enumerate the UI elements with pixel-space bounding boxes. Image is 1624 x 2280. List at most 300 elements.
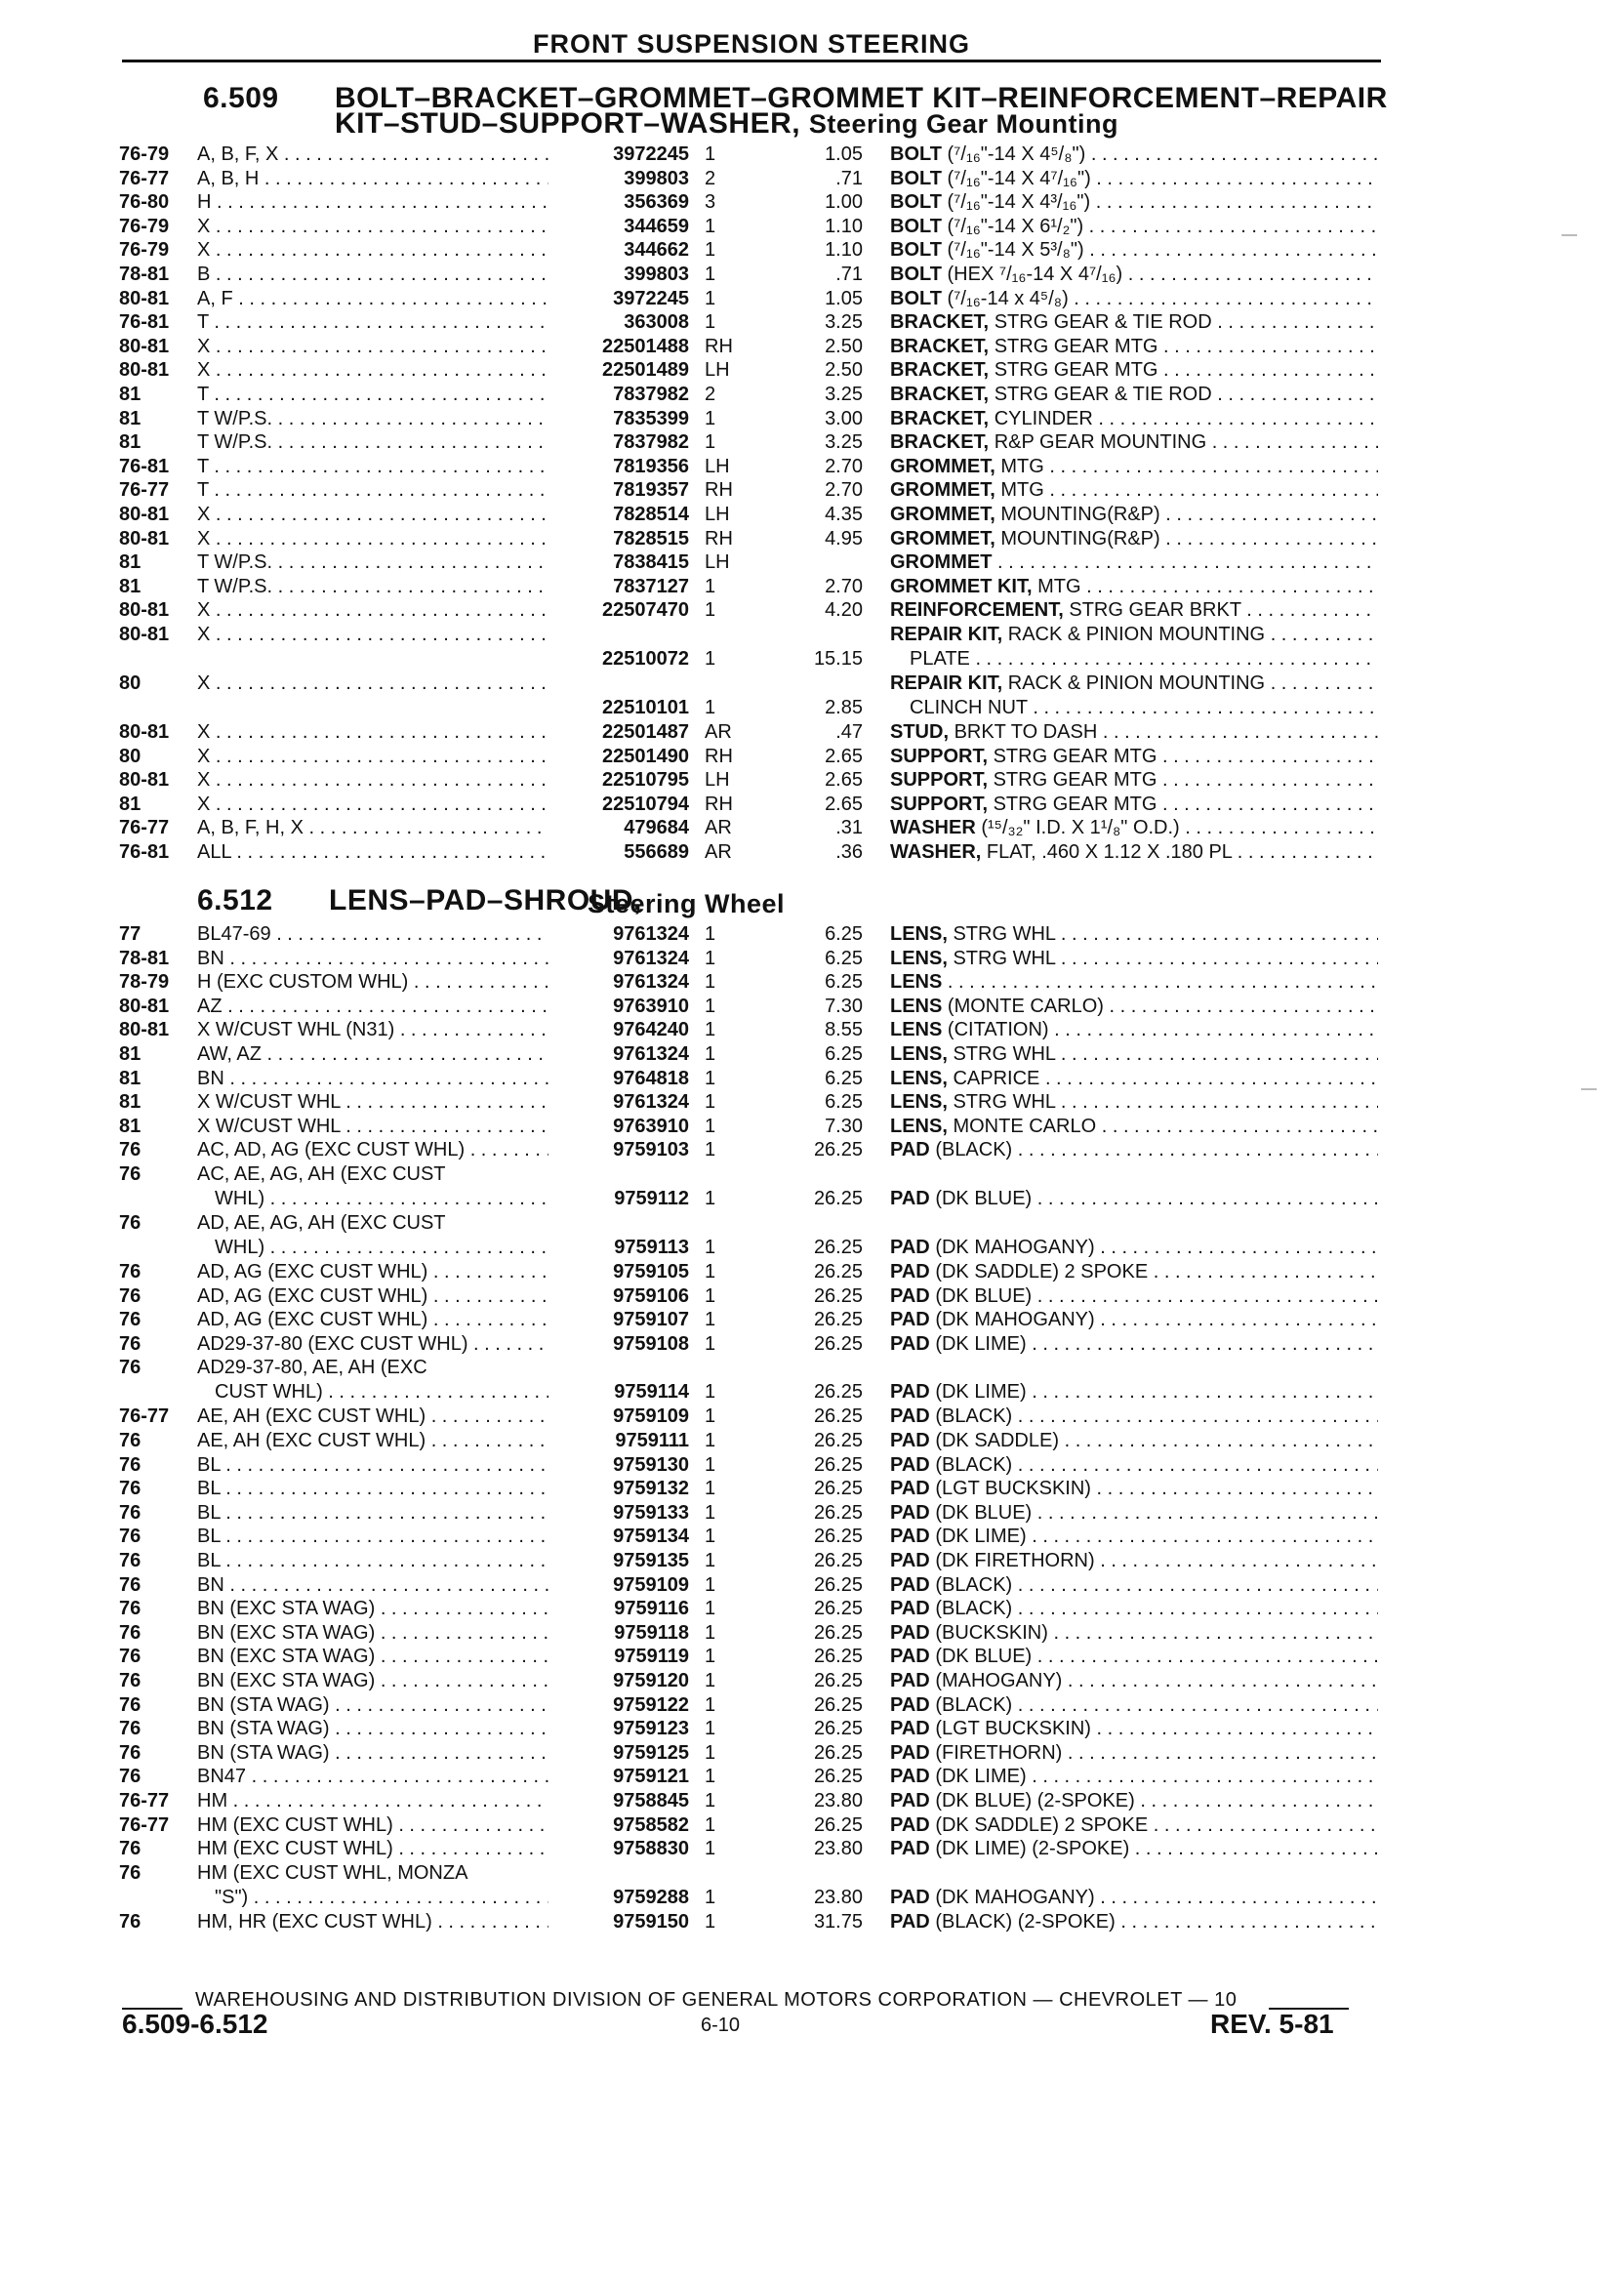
description-detail: (LGT BUCKSKIN) xyxy=(935,1478,1091,1500)
price: 1.05 xyxy=(825,287,863,309)
table-row xyxy=(0,1453,1624,1478)
models-cell xyxy=(197,1741,548,1766)
description-detail: (⁷/₁₆"-14 X 4⁵/₈") xyxy=(947,143,1086,165)
leader-dots xyxy=(267,1043,549,1065)
description-name: REINFORCEMENT, xyxy=(890,599,1064,622)
quantity: RH xyxy=(705,479,733,502)
description-cell xyxy=(890,238,1378,263)
leader-dots xyxy=(1061,1043,1378,1065)
leader-dots xyxy=(225,1502,548,1524)
price: 4.35 xyxy=(825,504,863,525)
description-line xyxy=(890,478,1378,503)
description-cell xyxy=(890,287,1378,311)
model-years: 80-81 xyxy=(119,359,170,382)
models-cell xyxy=(197,167,548,191)
leader-dots xyxy=(225,1550,548,1571)
model-years: 81 xyxy=(119,1091,142,1114)
table-row xyxy=(0,1910,1624,1934)
part-number: 9758582 xyxy=(613,1813,689,1836)
models-text: X xyxy=(197,745,211,767)
description-name: PAD xyxy=(890,1766,930,1788)
models-text-line xyxy=(197,995,548,1019)
leader-dots xyxy=(1162,746,1378,767)
part-number: 9761324 xyxy=(613,1091,689,1114)
models-text-line xyxy=(197,550,548,575)
description-detail-2: PLATE xyxy=(910,648,970,670)
description-name: PAD xyxy=(890,1478,930,1500)
leader-dots xyxy=(1103,721,1378,743)
description-name: PAD xyxy=(890,1526,930,1548)
description-name: LENS, xyxy=(890,923,948,945)
model-years: 76 xyxy=(119,1139,142,1161)
models-cell xyxy=(197,672,548,696)
description-line xyxy=(890,1573,1378,1598)
description-detail: (DK BLUE) xyxy=(935,1501,1033,1524)
table-row xyxy=(0,1573,1624,1598)
table-row xyxy=(0,190,1624,215)
models-cell xyxy=(197,407,548,431)
quantity: 2 xyxy=(705,167,716,189)
models-text: X W/CUST WHL xyxy=(197,1115,341,1137)
models-cell xyxy=(197,720,548,745)
description-cell xyxy=(890,1042,1378,1067)
description-name: SUPPORT, xyxy=(890,769,989,792)
models-text: HM xyxy=(197,1790,228,1812)
models-text-2: WHL) xyxy=(215,1188,265,1209)
model-years: 80-81 xyxy=(119,287,170,309)
leader-dots xyxy=(1068,1670,1378,1691)
model-years: 76 xyxy=(119,1861,142,1884)
models-text: HM (EXC CUST WHL) xyxy=(197,1813,393,1836)
description-line xyxy=(890,1837,1378,1861)
price: 23.80 xyxy=(813,1886,863,1908)
models-text-line xyxy=(197,287,548,311)
description-line xyxy=(890,1621,1378,1646)
description-detail: STRG GEAR & TIE ROD xyxy=(994,384,1212,405)
price: 4.95 xyxy=(825,527,863,550)
part-number: 9759109 xyxy=(613,1405,689,1428)
models-cell xyxy=(197,503,548,527)
page-title: FRONT SUSPENSION STEERING xyxy=(532,29,971,59)
description-cell xyxy=(890,1138,1378,1162)
description-line xyxy=(890,1789,1378,1813)
table-row xyxy=(0,1308,1624,1332)
table-row xyxy=(0,1429,1624,1453)
models-text-line xyxy=(197,575,548,599)
description-name: PAD xyxy=(890,1261,930,1282)
description-cell xyxy=(890,167,1378,191)
leader-dots xyxy=(1154,1261,1378,1282)
models-text: T xyxy=(197,455,209,477)
leader-dots xyxy=(1098,408,1378,429)
models-cell xyxy=(197,1549,548,1573)
leader-dots xyxy=(216,721,548,743)
leader-dots xyxy=(216,528,548,550)
quantity: 1 xyxy=(705,1621,716,1644)
leader-dots xyxy=(470,1139,548,1160)
table-row xyxy=(0,335,1624,359)
description-name: STUD, xyxy=(890,721,949,743)
model-years: 76 xyxy=(119,1212,142,1234)
description-detail: (BLACK) xyxy=(935,1139,1013,1161)
description-cell xyxy=(890,1187,1378,1211)
description-cell xyxy=(890,478,1378,503)
price: .36 xyxy=(835,841,863,863)
model-years: 76 xyxy=(119,1163,142,1185)
description-cell xyxy=(890,358,1378,383)
leader-dots xyxy=(381,1670,548,1691)
description-name: PAD xyxy=(890,1838,930,1860)
price: 2.65 xyxy=(825,793,863,815)
description-line xyxy=(890,970,1378,995)
quantity: 1 xyxy=(705,1693,716,1716)
table-row xyxy=(0,816,1624,840)
quantity: 1 xyxy=(705,1501,716,1524)
description-cell xyxy=(890,1693,1378,1718)
model-years: 78-81 xyxy=(119,264,170,285)
description-line xyxy=(890,793,1378,817)
quantity: 1 xyxy=(705,995,716,1017)
description-cell xyxy=(890,1380,1378,1405)
leader-dots xyxy=(414,971,548,993)
description-cell xyxy=(890,672,1378,720)
models-text-line xyxy=(197,1501,548,1526)
price: 2.50 xyxy=(825,335,863,357)
models-cell xyxy=(197,1162,548,1211)
part-number: 9759121 xyxy=(613,1766,689,1788)
price: 7.30 xyxy=(825,1115,863,1137)
model-years: 76-81 xyxy=(119,841,170,863)
table-row xyxy=(0,1138,1624,1162)
leader-dots xyxy=(1037,1188,1378,1209)
part-number: 363008 xyxy=(624,311,689,334)
leader-dots xyxy=(1165,504,1378,525)
description-cell xyxy=(890,1477,1378,1501)
quantity: 2 xyxy=(705,384,716,405)
table-row xyxy=(0,1067,1624,1091)
quantity: LH xyxy=(705,551,730,574)
description-cell xyxy=(890,1501,1378,1526)
description-name: PAD xyxy=(890,1309,930,1331)
table-row xyxy=(0,1717,1624,1741)
leader-dots xyxy=(278,576,548,597)
models-text-line xyxy=(197,1308,548,1332)
price: 26.25 xyxy=(813,1741,863,1764)
models-text: X xyxy=(197,624,211,645)
table-row xyxy=(0,1669,1624,1693)
model-years: 76-80 xyxy=(119,191,170,214)
part-number: 9761324 xyxy=(613,1043,689,1065)
description-cell xyxy=(890,1717,1378,1741)
description-name: SUPPORT, xyxy=(890,793,989,815)
models-text-line xyxy=(197,455,548,479)
model-years: 81 xyxy=(119,1115,142,1137)
model-years: 76-77 xyxy=(119,167,170,189)
description-cell xyxy=(890,1405,1378,1429)
description-name: PAD xyxy=(890,1910,930,1933)
model-years: 80 xyxy=(119,745,142,767)
leader-dots xyxy=(1120,1911,1378,1933)
leader-dots xyxy=(1135,1838,1378,1859)
description-name: LENS, xyxy=(890,947,948,969)
footer-publisher: WAREHOUSING AND DISTRIBUTION DIVISION OF GENERAL MOTORS CORPORATION — CHEVROLET — 10 xyxy=(195,1989,1238,2011)
description-line xyxy=(890,623,1378,647)
table-row xyxy=(0,503,1624,527)
models-text: BL xyxy=(197,1550,221,1571)
quantity: 1 xyxy=(705,1405,716,1428)
table-row xyxy=(0,840,1624,865)
description-name: GROMMET, xyxy=(890,527,995,550)
model-years: 76-81 xyxy=(119,455,170,477)
models-cell xyxy=(197,1861,548,1910)
table-row xyxy=(0,1621,1624,1646)
model-years: 78-81 xyxy=(119,947,170,969)
table-row xyxy=(0,142,1624,167)
description-detail-2: CLINCH NUT xyxy=(910,697,1028,718)
leader-dots xyxy=(437,1911,548,1933)
models-text: T xyxy=(197,479,209,502)
description-cell xyxy=(890,1621,1378,1646)
part-number: 9759120 xyxy=(613,1670,689,1691)
model-years: 76 xyxy=(119,1526,142,1548)
table-row xyxy=(0,478,1624,503)
leader-dots xyxy=(1162,794,1378,815)
leader-dots xyxy=(264,1188,548,1209)
models-cell xyxy=(197,1115,548,1139)
leader-dots xyxy=(1018,1694,1378,1716)
leader-dots xyxy=(1091,143,1378,165)
price: 26.25 xyxy=(813,1621,863,1644)
table-row xyxy=(0,947,1624,971)
table-row xyxy=(0,1405,1624,1429)
models-cell xyxy=(197,358,548,383)
description-cell xyxy=(890,768,1378,793)
part-number: 7838415 xyxy=(613,551,689,574)
models-text-line xyxy=(197,1789,548,1813)
models-text: HM (EXC CUST WHL, MONZA xyxy=(197,1861,468,1884)
quantity: LH xyxy=(705,359,730,382)
table-row xyxy=(0,1284,1624,1309)
description-name: PAD xyxy=(890,1284,930,1307)
leader-dots xyxy=(345,1091,548,1113)
quantity: 1 xyxy=(705,1261,716,1282)
part-number: 9764818 xyxy=(613,1067,689,1089)
models-text: T W/P.S. xyxy=(197,575,273,597)
description-detail: (DK SADDLE) 2 SPOKE xyxy=(935,1813,1149,1836)
description-line xyxy=(890,1597,1378,1621)
description-cell xyxy=(890,1645,1378,1669)
models-text-line xyxy=(197,1042,548,1067)
models-text: T W/P.S. xyxy=(197,407,273,429)
quantity: 1 xyxy=(705,1284,716,1307)
table-row xyxy=(0,263,1624,287)
model-years: 80 xyxy=(119,672,142,694)
models-text: AD29-37-80, AE, AH (EXC xyxy=(197,1357,427,1379)
description-line xyxy=(890,598,1378,623)
description-detail: (DK BLUE) (2-SPOKE) xyxy=(935,1790,1135,1812)
description-name: BOLT xyxy=(890,191,942,214)
table-row xyxy=(0,1645,1624,1669)
models-text-line xyxy=(197,1429,548,1453)
price: 26.25 xyxy=(813,1501,863,1524)
models-text: A, B, F, X xyxy=(197,143,279,165)
price: 26.25 xyxy=(813,1139,863,1161)
description-detail: STRG GEAR & TIE ROD xyxy=(994,311,1212,334)
part-number: 7837127 xyxy=(613,575,689,597)
description-cell xyxy=(890,455,1378,479)
model-years: 76 xyxy=(119,1838,142,1860)
table-row xyxy=(0,1693,1624,1718)
models-text-line xyxy=(197,623,548,647)
price: 2.50 xyxy=(825,359,863,382)
leader-dots xyxy=(278,408,548,429)
models-cell xyxy=(197,1405,548,1429)
models-text: X xyxy=(197,527,211,550)
quantity: 1 xyxy=(705,1453,716,1476)
leader-dots xyxy=(1097,1478,1378,1499)
description-name: LENS xyxy=(890,1019,943,1041)
price: 1.10 xyxy=(825,239,863,262)
models-cell xyxy=(197,238,548,263)
models-text-line xyxy=(197,527,548,551)
table-row xyxy=(0,167,1624,191)
quantity: 1 xyxy=(705,1550,716,1571)
leader-dots xyxy=(1033,697,1378,718)
model-years: 80-81 xyxy=(119,624,170,645)
description-detail: CYLINDER xyxy=(994,407,1093,429)
description-detail: (DK BLUE) xyxy=(935,1284,1033,1307)
price: .71 xyxy=(835,167,863,189)
leader-dots xyxy=(214,479,548,501)
models-text: HM, HR (EXC CUST WHL) xyxy=(197,1910,432,1933)
leader-dots xyxy=(216,336,548,357)
part-number: 399803 xyxy=(624,167,689,189)
description-line xyxy=(890,1693,1378,1718)
table-row xyxy=(0,768,1624,793)
models-text: AE, AH (EXC CUST WHL) xyxy=(197,1430,426,1451)
leader-dots xyxy=(1217,311,1378,333)
models-text-line xyxy=(197,430,548,455)
part-number: 7835399 xyxy=(613,407,689,429)
description-name: PAD xyxy=(890,1813,930,1836)
models-text-line xyxy=(197,1477,548,1501)
quantity: LH xyxy=(705,455,730,477)
model-years: 77 xyxy=(119,923,142,945)
models-text-line xyxy=(197,793,548,817)
part-number: 9759118 xyxy=(614,1621,689,1644)
description-cell xyxy=(890,1067,1378,1091)
models-text-line xyxy=(197,190,548,215)
model-years: 78-79 xyxy=(119,971,170,994)
description-cell xyxy=(890,1910,1378,1934)
description-line xyxy=(890,672,1378,696)
table-row xyxy=(0,383,1624,407)
models-cell xyxy=(197,745,548,769)
models-text: BN xyxy=(197,947,224,969)
price: 2.70 xyxy=(825,455,863,477)
leader-dots xyxy=(252,1766,548,1787)
part-number: 9759103 xyxy=(613,1139,689,1161)
description-name: PAD xyxy=(890,1573,930,1596)
description-line xyxy=(890,527,1378,551)
description-name: BRACKET, xyxy=(890,335,990,357)
models-cell xyxy=(197,1332,548,1357)
table-row xyxy=(0,358,1624,383)
part-number: 9764240 xyxy=(613,1019,689,1041)
leader-dots xyxy=(1100,1309,1378,1330)
model-years: 81 xyxy=(119,431,142,454)
table-row xyxy=(0,1211,1624,1260)
price: 26.25 xyxy=(813,1430,863,1451)
model-years: 76 xyxy=(119,1766,142,1788)
price: 6.25 xyxy=(825,971,863,994)
models-text: BN (EXC STA WAG) xyxy=(197,1621,376,1644)
leader-dots xyxy=(1109,996,1378,1017)
models-text: X xyxy=(197,504,211,525)
model-years: 76-77 xyxy=(119,479,170,502)
models-text: BL47-69 xyxy=(197,923,271,945)
model-years: 76 xyxy=(119,1501,142,1524)
description-cell xyxy=(890,1813,1378,1838)
description-cell xyxy=(890,947,1378,971)
description-name: BOLT xyxy=(890,287,942,309)
price: 26.25 xyxy=(813,1309,863,1331)
leader-dots xyxy=(1086,576,1378,597)
part-number: 9759111 xyxy=(615,1430,689,1451)
leader-dots xyxy=(264,1237,548,1258)
models-text-line xyxy=(197,407,548,431)
model-years: 81 xyxy=(119,551,142,574)
part-number: 22501489 xyxy=(602,359,689,382)
description-name: REPAIR KIT, xyxy=(890,672,1003,694)
price: 1.10 xyxy=(825,215,863,237)
description-name: PAD xyxy=(890,1646,930,1668)
description-detail: (BLACK) xyxy=(935,1693,1013,1716)
models-text-line xyxy=(197,598,548,623)
description-name: PAD xyxy=(890,1381,930,1404)
description-name: GROMMET xyxy=(890,551,993,574)
part-number: 344659 xyxy=(624,215,689,237)
footer-page-number: 6-10 xyxy=(701,2015,741,2036)
part-number: 22510101 xyxy=(602,697,689,718)
description-line xyxy=(890,1477,1378,1501)
description-name: PAD xyxy=(890,1886,930,1908)
models-text: BL xyxy=(197,1526,221,1548)
description-cell xyxy=(890,1597,1378,1621)
leader-dots xyxy=(216,769,548,791)
description-line xyxy=(890,1067,1378,1091)
quantity: 1 xyxy=(705,407,716,429)
models-cell xyxy=(197,335,548,359)
description-cell xyxy=(890,1090,1378,1115)
model-years: 80-81 xyxy=(119,504,170,525)
leader-dots xyxy=(1049,479,1378,501)
price: 2.65 xyxy=(825,769,863,792)
part-number: 9759113 xyxy=(614,1237,689,1258)
description-detail: (⁷/₁₆-14 x 4⁵/₈) xyxy=(947,287,1069,309)
leader-dots xyxy=(1053,1622,1378,1644)
models-text: X xyxy=(197,769,211,792)
part-number: 7837982 xyxy=(613,431,689,454)
models-cell xyxy=(197,1018,548,1042)
description-cell xyxy=(890,1115,1378,1139)
model-years: 76-77 xyxy=(119,1813,170,1836)
leader-dots xyxy=(948,971,1378,993)
model-years: 80-81 xyxy=(119,335,170,357)
leader-dots xyxy=(1140,1790,1378,1812)
price: .31 xyxy=(835,817,863,839)
part-number: 9763910 xyxy=(613,995,689,1017)
